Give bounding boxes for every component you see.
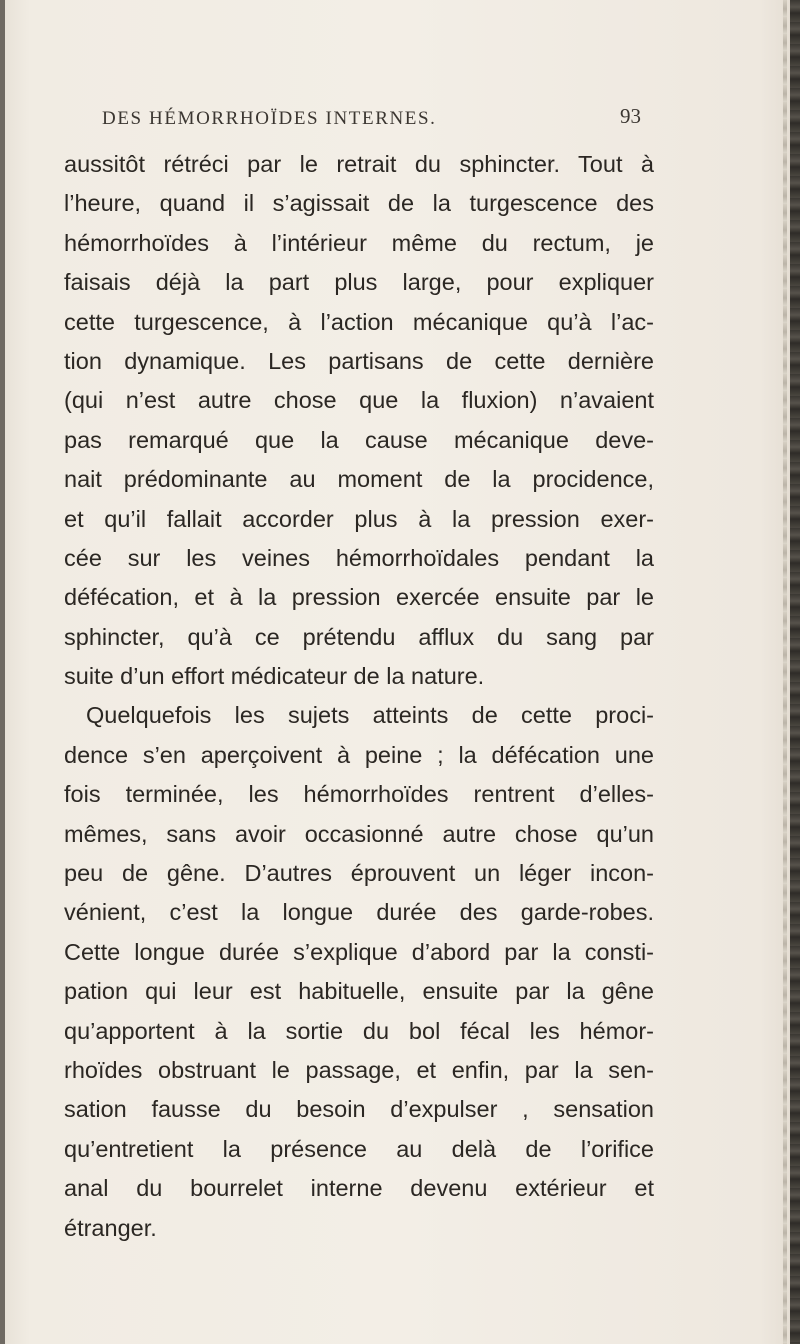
text-line: pas remarqué que la cause mécanique deve-: [64, 426, 654, 453]
text-line: (qui n’est autre chose que la fluxion) n’avaient: [64, 387, 654, 414]
text-line: cée sur les veines hémorrhoïdales pendant la: [64, 544, 654, 571]
text-line: rhoïdes obstruant le passage, et enfin, par la sen-: [64, 1056, 654, 1083]
text-line: anal du bourrelet interne devenu extérieur et: [64, 1175, 654, 1202]
text-line: sphincter, qu’à ce prétendu afflux du sang par: [64, 623, 654, 650]
paragraph-start-line: Quelquefois les sujets atteints de cette proci-: [86, 702, 654, 729]
text-line: pation qui leur est habituelle, ensuite par la gêne: [64, 978, 654, 1005]
text-line: peu de gêne. D’autres éprouvent un léger incon-: [64, 860, 654, 887]
text-line: défécation, et à la pression exercée ensuite par le: [64, 584, 654, 611]
text-line: sation fausse du besoin d’expulser , sensation: [64, 1096, 654, 1123]
text-line: l’heure, quand il s’agissait de la turgescence des: [64, 190, 654, 217]
page-right-edge: [790, 0, 800, 1344]
text-line: qu’entretient la présence au delà de l’orifice: [64, 1135, 654, 1162]
text-line: suite d’un effort médicateur de la nature.: [64, 663, 485, 690]
running-head: DES HÉMORRHOÏDES INTERNES.: [102, 108, 437, 129]
text-line: nait prédominante au moment de la procidence,: [64, 466, 654, 493]
text-line: fois terminée, les hémorrhoïdes rentrent d’elles-: [64, 781, 654, 808]
text-line: et qu’il fallait accorder plus à la pression exer-: [64, 505, 654, 532]
text-line: vénient, c’est la longue durée des garde-robes.: [64, 899, 654, 926]
text-line: dence s’en aperçoivent à peine ; la défécation une: [64, 741, 654, 768]
page-number: 93: [620, 104, 641, 128]
page-left-edge: [0, 0, 5, 1344]
page-header: [64, 104, 754, 136]
text-line: étranger.: [64, 1214, 157, 1241]
text-line: tion dynamique. Les partisans de cette dernière: [64, 347, 654, 374]
text-line: qu’apportent à la sortie du bol fécal les hémor-: [64, 1017, 654, 1044]
text-line: hémorrhoïdes à l’intérieur même du rectum, je: [64, 229, 654, 256]
text-line: cette turgescence, à l’action mécanique qu’à l’ac-: [64, 308, 654, 335]
body-text: [64, 145, 784, 1248]
text-line: faisais déjà la part plus large, pour expliquer: [64, 269, 654, 296]
text-line: mêmes, sans avoir occasionné autre chose qu’un: [64, 820, 654, 847]
text-line: aussitôt rétréci par le retrait du sphincter. Tout à: [64, 151, 654, 177]
text-line: Cette longue durée s’explique d’abord par la consti-: [64, 938, 654, 965]
